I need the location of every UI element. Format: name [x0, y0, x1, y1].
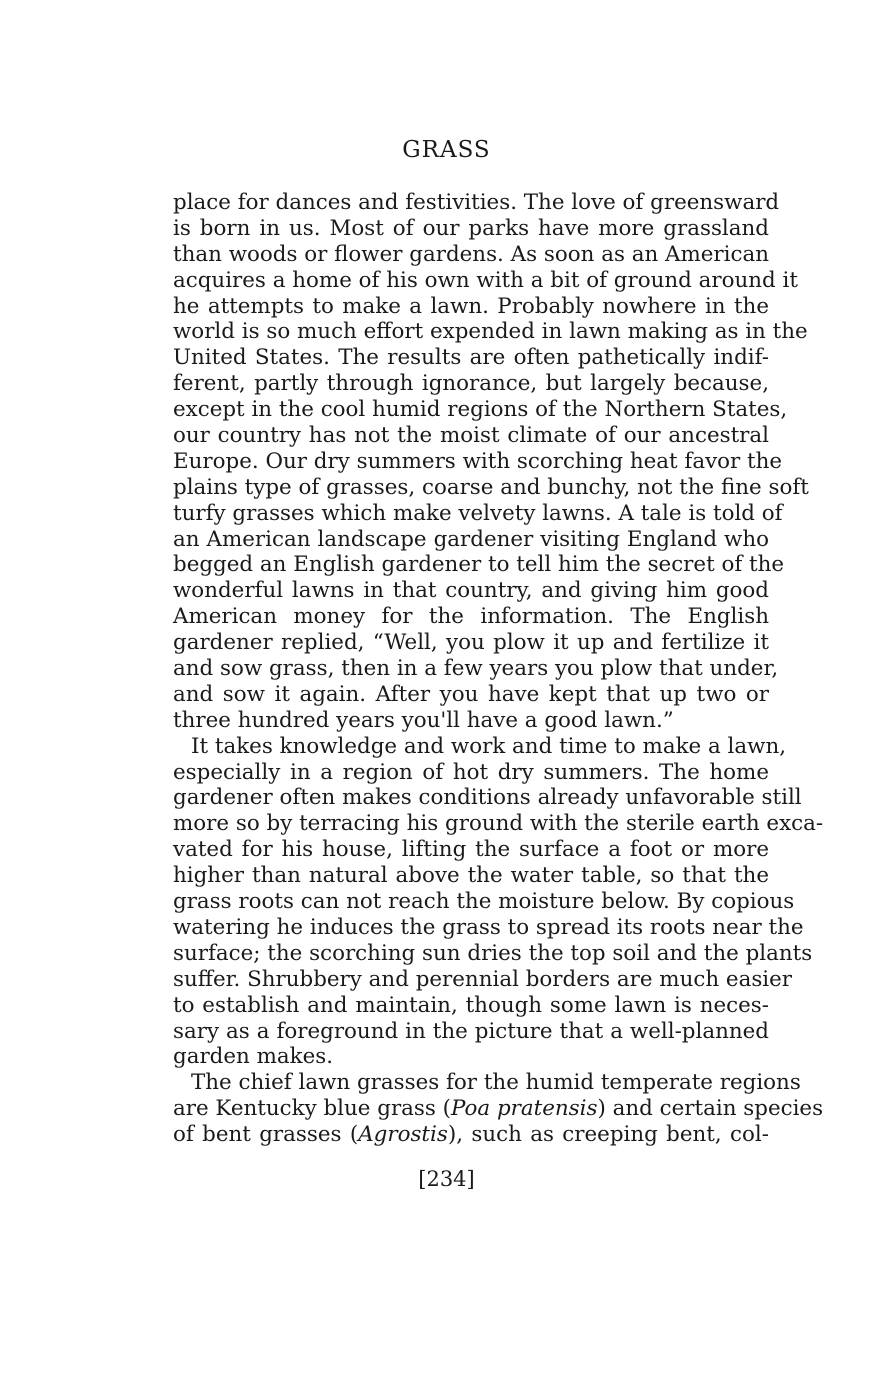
text-line: It takes knowledge and work and time to make a lawn, [191, 733, 787, 759]
page-number: [234] [418, 1167, 475, 1191]
text-line: of bent grasses (Agrostis), such as creeping bent, col- [173, 1122, 769, 1148]
text-line: acquires a home of his own with a bit of ground around it [173, 267, 798, 293]
text-line: he attempts to make a lawn. Probably nowhere in the [173, 293, 769, 319]
text-line: surface; the scorching sun dries the top soil and the plants [173, 940, 813, 966]
text-line: garden makes. [173, 1044, 334, 1070]
text-line: The chief lawn grasses for the humid temperate regions [191, 1070, 801, 1096]
text-line: an American landscape gardener visiting England who [173, 526, 769, 552]
text-line: to establish and maintain, though some lawn is neces- [173, 992, 769, 1018]
text-line: sary as a foreground in the picture that a well-planned [173, 1018, 769, 1044]
text-line: except in the cool humid regions of the Northern States, [173, 397, 788, 423]
text-line: than woods or flower gardens. As soon as an American [173, 241, 770, 267]
text-line: grass roots can not reach the moisture below. By copious [173, 889, 795, 915]
text-line: turfy grasses which make velvety lawns. A tale is told of [173, 500, 783, 526]
text-line: watering he induces the grass to spread its roots near the [173, 914, 804, 940]
text-line: especially in a region of hot dry summers. The home [173, 759, 769, 785]
text-line: suffer. Shrubbery and perennial borders are much easier [173, 966, 793, 992]
text-line: American money for the information. The English [173, 604, 769, 630]
text-line: world is so much effort expended in lawn making as in the [173, 319, 808, 345]
text-line: gardener replied, “Well, you plow it up and fertilize it [173, 630, 769, 656]
text-line: United States. The results are often pathetically indif- [173, 345, 769, 371]
text-line: and sow grass, then in a few years you plow that under, [173, 656, 779, 682]
body-text [173, 190, 824, 1148]
text-line: gardener often makes conditions already unfavorable still [173, 785, 802, 811]
text-line: and sow it again. After you have kept that up two or [173, 681, 769, 707]
text-line: higher than natural above the water table, so that the [173, 863, 769, 889]
text-line: more so by terracing his ground with the sterile earth exca- [173, 811, 824, 837]
text-line: place for dances and festivities. The love of greensward [173, 190, 780, 215]
text-line: our country has not the moist climate of our ancestral [173, 423, 769, 449]
text-line: three hundred years you'll have a good lawn.” [173, 707, 674, 733]
text-line: is born in us. Most of our parks have more grassland [173, 215, 769, 241]
text-line: are Kentucky blue grass (Poa pratensis) and certain species [173, 1096, 824, 1122]
text-line: wonderful lawns in that country, and giving him good [173, 578, 769, 604]
text-line: Europe. Our dry summers with scorching heat favor the [173, 448, 783, 474]
text-line: ferent, partly through ignorance, but largely because, [173, 371, 769, 397]
text-line: begged an English gardener to tell him the secret of the [173, 552, 785, 578]
running-head: GRASS [402, 137, 491, 163]
text-line: vated for his house, lifting the surface a foot or more [173, 837, 769, 863]
text-line: plains type of grasses, coarse and bunchy, not the fine soft [173, 474, 809, 500]
